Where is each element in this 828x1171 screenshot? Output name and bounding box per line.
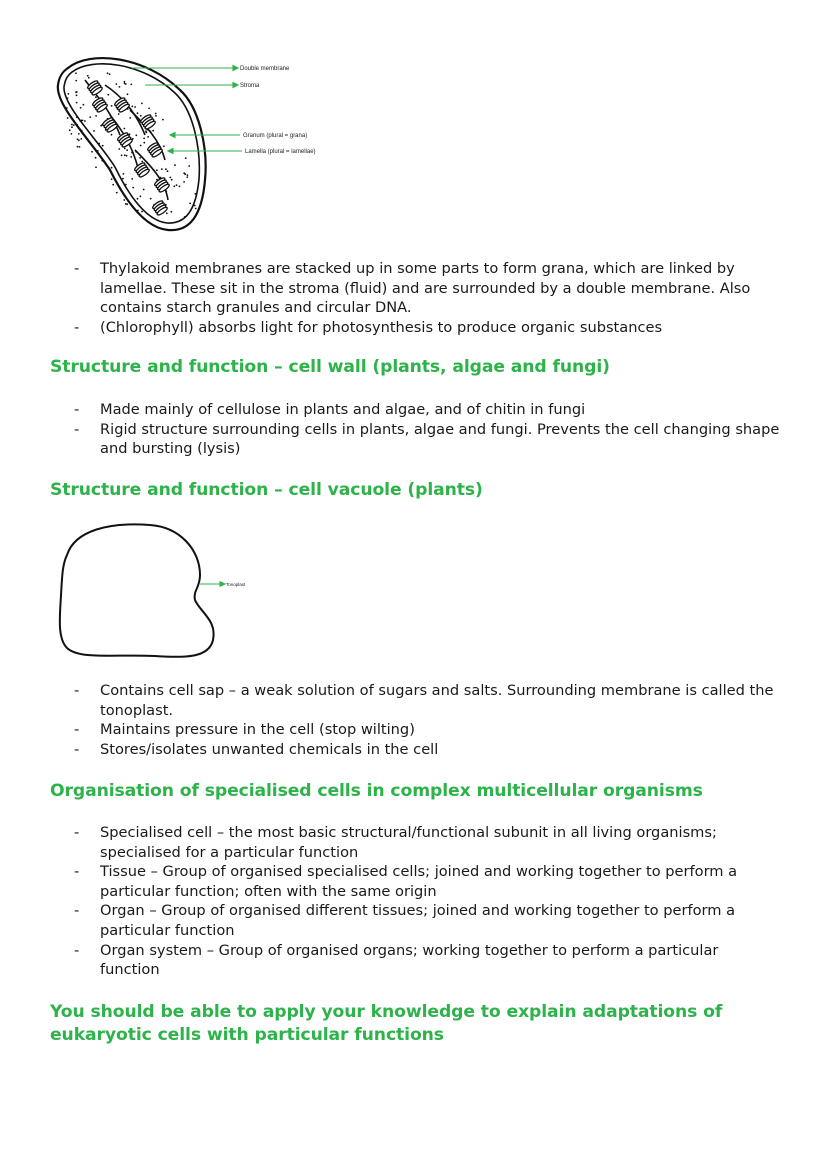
stroma-dot [76,116,78,118]
stroma-dot [78,139,80,141]
bullet-marker: - [74,902,80,920]
stroma-dot [111,178,113,180]
stroma-dot [121,154,123,156]
stroma-dot [112,184,114,186]
chloroplast-bullet-list [0,259,780,337]
stroma-dot [124,83,126,85]
bullet-text: Stores/isolates unwanted chemicals in the cell [100,740,439,758]
stroma-dot [195,193,197,195]
stroma-dot [82,120,84,122]
bullet-text: Thylakoid membranes are stacked up in some parts to form grana, which are linked by lamellae. These sit in the stroma (fluid) and are surrounded by a double membrane. Also contains starch granules and circular DNA. [100,260,751,317]
stroma-dot [118,148,120,150]
vacuole-bullet-list [0,681,780,759]
stroma-dot [143,138,145,140]
stroma-dot [69,129,71,131]
bullet-marker: - [74,420,80,438]
stroma-dot [81,130,83,132]
stroma-dot [126,155,128,157]
bullet-text: Made mainly of cellulose in plants and algae, and of chitin in fungi [100,401,586,418]
stroma-dot [173,185,175,187]
bullet-marker: - [74,318,80,336]
stroma-dot [119,86,121,88]
stroma-dot [76,124,78,126]
stroma-dot [91,151,93,153]
stroma-dot [124,148,126,150]
stroma-dot [176,184,178,186]
stroma-dot [73,124,75,126]
bullet-text: Organ system – Group of organised organs; working together to perform a particular function [100,941,719,979]
list-item [0,681,780,720]
list-item [0,259,780,318]
stroma-dot [194,205,196,207]
stroma-dot [184,216,186,218]
stroma-dot [123,199,125,201]
stroma-dot [125,203,127,205]
stroma-dot [109,73,111,75]
bullet-marker: - [74,682,80,699]
bullet-marker: - [74,260,80,277]
label-granum: Granum (plural = grana) [243,133,308,139]
bullet-marker: - [74,941,80,959]
stroma-dot [71,126,73,128]
stroma-dot [129,117,131,119]
stroma-dot [186,176,188,178]
stroma-dot [124,154,126,156]
stroma-dot [79,120,81,122]
stroma-dot [187,174,189,176]
stroma-dot [152,130,154,132]
stroma-dot [134,106,136,108]
bullet-marker: - [74,863,80,881]
stroma-dot [107,72,109,74]
stroma-dot [141,211,143,213]
stroma-dot [78,133,80,135]
stroma-dot [111,105,113,107]
stroma-dot [71,124,73,126]
stroma-dot [150,198,152,200]
label-double-membrane: Double membrane [240,66,290,72]
stroma-dot [87,75,89,77]
bullet-marker: - [74,401,80,418]
stroma-dot [79,146,81,148]
stroma-dot [130,156,132,158]
label-lamella: Lamella (plural = lamellae) [245,149,316,155]
stroma-dot [132,187,134,189]
stroma-dot [115,83,117,85]
stroma-dot [140,115,142,117]
stroma-dot [89,116,91,118]
stroma-dot [80,138,82,140]
list-item [0,740,780,760]
stroma-dot [143,142,145,144]
stroma-dot [189,203,191,205]
stroma-dot [131,106,133,108]
list-item [0,318,780,338]
stroma-dot [124,81,126,83]
stroma-dot [147,136,149,138]
bullet-text: (Chlorophyll) absorbs light for photosynthesis to produce organic substances [100,318,663,336]
stroma-dot [179,186,181,188]
label-tonoplast: Tonoplast [226,582,246,587]
stroma-dot [145,130,147,132]
stroma-dot [148,108,150,110]
organisation-bullet-list [0,823,780,980]
stroma-dot [75,80,77,82]
stroma-dot [83,104,85,106]
bullet-marker: - [74,824,80,841]
stroma-dot [118,113,120,115]
stroma-dot [161,168,163,170]
stroma-dot [93,130,95,132]
list-item [0,941,780,980]
stroma-dot [137,198,139,200]
stroma-dot [183,172,185,174]
stroma-dot [185,157,187,159]
stroma-dot [137,210,139,212]
stroma-dot [111,167,113,169]
stroma-dot [188,165,190,167]
stroma-dot [183,181,185,183]
stroma-dot [130,84,132,86]
stroma-dot [95,166,97,168]
list-item [0,400,780,420]
stroma-dot [141,103,143,105]
stroma-dot [107,94,109,96]
bullet-marker: - [74,740,80,758]
stroma-dot [84,120,86,122]
stroma-dot [71,133,73,135]
list-item [0,901,780,940]
stroma-dot [170,211,172,213]
stroma-dot [101,160,103,162]
stroma-dot [66,107,68,109]
stroma-dot [141,161,143,163]
stroma-dot [77,138,79,140]
stroma-dot [72,109,74,111]
stroma-dot [162,119,164,121]
list-item [0,420,780,459]
stroma-dot [95,157,97,159]
bullet-text: Specialised cell – the most basic structural/functional subunit in all living organisms; specialised for a particular function [100,824,717,861]
stroma-dot [123,128,125,130]
stroma-dot [167,170,169,172]
stroma-dot [111,134,113,136]
cell-wall-heading: Structure and function – cell wall (plants, algae and fungi) [50,357,610,377]
stroma-dot [77,146,79,148]
cell-wall-bullet-list [0,400,780,459]
stroma-dot [76,94,78,96]
stroma-dot [67,117,69,119]
bullet-text: Rigid structure surrounding cells in plants, algae and fungi. Prevents the cell changing shape and bursting (lysis) [100,420,780,458]
stroma-dot [174,164,176,166]
stroma-dot [163,145,165,147]
label-stroma: Stroma [240,83,260,89]
stroma-dot [123,173,125,175]
stroma-dot [143,189,145,191]
stroma-dot [135,134,137,136]
stroma-dot [95,115,97,117]
stroma-dot [102,145,104,147]
stroma-dot [169,177,171,179]
stroma-dot [155,115,157,117]
stroma-dot [95,96,97,98]
list-item [0,823,780,862]
stroma-dot [75,91,77,93]
stroma-dot [116,192,118,194]
closing-heading: You should be able to apply your knowledge to explain adaptations of eukaryotic cells with particular functions [50,1002,723,1045]
bullet-text: Contains cell sap – a weak solution of sugars and salts. Surrounding membrane is called the tonoplast. [100,682,774,719]
stroma-dot [140,195,142,197]
stroma-dot [139,157,141,159]
stroma-dot [166,212,168,214]
stroma-dot [171,179,173,181]
stroma-dot [67,97,69,99]
stroma-dot [131,178,133,180]
stroma-dot [156,169,158,171]
stroma-dot [137,112,139,114]
bullet-text: Maintains pressure in the cell (stop wilting) [100,721,415,739]
bullet-text: Tissue – Group of organised specialised cells; joined and working together to perform a particular function; often with the same origin [100,863,738,900]
organisation-heading: Organisation of specialised cells in complex multicellular organisms [50,781,703,801]
vacuole-diagram [55,520,275,665]
stroma-dot [98,143,100,145]
stroma-dot [67,93,69,95]
stroma-dot [97,150,99,152]
bullet-text: Organ – Group of organised different tissues; joined and working together to perform a particular function [100,902,736,939]
stroma-dot [126,149,128,151]
stroma-dot [88,77,90,79]
stroma-dot [122,178,124,180]
stroma-dot [125,184,127,186]
stroma-dot [165,168,167,170]
stroma-dot [127,93,129,95]
bullet-marker: - [74,721,80,739]
stroma-dot [75,72,77,74]
vacuole-heading: Structure and function – cell vacuole (plants) [50,480,483,500]
chloroplast-diagram [50,50,350,235]
stroma-dot [155,113,157,115]
stroma-dot [140,145,142,147]
stroma-dot [76,102,78,104]
stroma-dot [80,107,82,109]
stroma-dot [180,219,182,221]
list-item [0,720,780,740]
stroma-dot [126,203,128,205]
list-item [0,862,780,901]
stroma-dot [195,208,197,210]
